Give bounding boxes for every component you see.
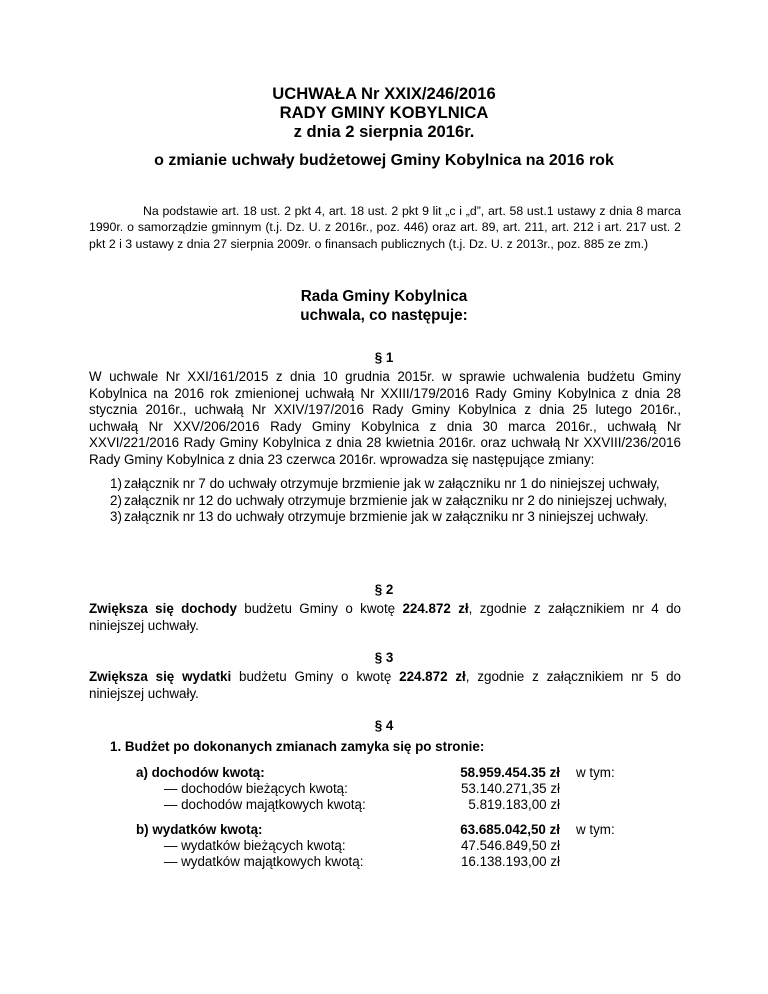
list-item	[89, 476, 681, 493]
paragraph-3-text-a: budżetu Gminy o kwotę	[231, 669, 400, 684]
legal-basis: Na podstawie art. 18 ust. 2 pkt 4, art. 18 ust. 2 pkt 9 lit „c i „d”, art. 58 ust.1 ustawy z dnia 8 marca 1990r. o samorządzie gminnym (t.j. Dz. U. z 2016r., poz. 446) oraz art. 89, art. 211, art. 212 i art. 217 ust. 2 pkt 2 i 3 ustawy z dnia 27 sierpnia 2009r. o finansach publicznych (t.j. Dz. U. z 2013r., poz. 885 ze zm.)	[89, 204, 681, 251]
expense-note: w tym:	[576, 822, 615, 837]
paragraph-2-text-a: budżetu Gminy o kwotę	[236, 601, 403, 616]
paragraph-2-lead: Zwiększa się dochody	[89, 601, 237, 616]
budget-summary-heading: 1. Budżet po dokonanych zmianach zamyka się po stronie:	[110, 739, 485, 754]
paragraph-3-text-b: , zgodnie z załącznikiem nr 5 do niniejszej uchwały.	[89, 669, 681, 701]
paragraph-3-mark: § 3	[374, 650, 394, 665]
list-item-number: 2)	[110, 492, 122, 508]
expense-capital-value: 16.138.193,00 zł	[460, 854, 560, 869]
expense-total: 63.685.042,50 zł	[460, 822, 560, 837]
expense-label: b) wydatków kwotą:	[136, 822, 263, 837]
income-label: a) dochodów kwotą:	[136, 765, 265, 780]
paragraph-3-amount: 224.872 zł	[399, 669, 466, 684]
income-capital-value: 5.819.183,00 zł	[468, 797, 560, 812]
list-item-number: 1)	[110, 476, 122, 491]
council-name: Rada Gminy Kobylnica	[300, 288, 468, 305]
paragraph-3-lead: Zwiększa się wydatki	[89, 669, 232, 684]
income-current-label: — dochodów bieżących kwotą:	[164, 781, 348, 796]
income-total: 58.959.454.35 zł	[460, 765, 560, 780]
title-line-3: z dnia 2 sierpnia 2016r.	[293, 122, 475, 141]
list-item	[89, 509, 681, 526]
paragraph-2-text	[89, 601, 681, 634]
paragraph-2-amount: 224.872 zł	[402, 601, 469, 616]
expense-current-label: — wydatków bieżących kwotą:	[164, 838, 346, 853]
list-item-text: załącznik nr 7 do uchwały otrzymuje brzmienie jak w załączniku nr 1 do niniejszej uchwały,	[124, 476, 660, 491]
list-item-number: 3)	[110, 509, 122, 525]
income-capital-label: — dochodów majątkowych kwotą:	[164, 797, 366, 812]
expense-current-value: 47.546.849,50 zł	[460, 838, 560, 853]
expense-capital-label: — wydatków majątkowych kwotą:	[164, 854, 364, 869]
amendments-list	[89, 476, 681, 526]
title-line-2: RADY GMINY KOBYLNICA	[279, 103, 489, 122]
document-subject: o zmianie uchwały budżetowej Gminy Kobylnica na 2016 rok	[154, 152, 614, 169]
paragraph-1-text: W uchwale Nr XXI/161/2015 z dnia 10 grudnia 2015r. w sprawie uchwalenia budżetu Gminy Kobylnica na 2016 rok zmienionej uchwałą Nr XXIII/179/2016 Rady Gminy Kobylnica z dnia 28 stycznia 2016r., uchwałą Nr XXIV/197/2016 Rady Gminy Kobylnica z dnia 25 lutego 2016r., uchwałą Nr XXV/206/2016 Rady Gminy Kobylnica z dnia 30 marca 2016r., uchwałą Nr XXVI/221/2016 Rady Gminy Kobylnica z dnia 28 kwietnia 2016r. oraz uchwałą Nr XXVIII/236/2016 Rady Gminy Kobylnica z dnia 23 czerwca 2016r. wprowadza się następujące zmiany:	[89, 369, 681, 467]
list-item-text: załącznik nr 13 do uchwały otrzymuje brzmienie jak w załączniku nr 3 niniejszej uchwały.	[124, 509, 649, 525]
paragraph-2-mark: § 2	[374, 582, 394, 597]
paragraph-2-text-b: , zgodnie z załącznikiem nr 4 do niniejszej uchwały.	[89, 601, 682, 633]
income-note: w tym:	[576, 765, 615, 780]
paragraph-1-mark: § 1	[374, 350, 394, 365]
list-item-text: załącznik nr 12 do uchwały otrzymuje brzmienie jak w załączniku nr 2 do niniejszej uchwały,	[124, 492, 668, 508]
paragraph-4-mark: § 4	[374, 718, 394, 733]
title-line-1: UCHWAŁA Nr XXIX/246/2016	[272, 84, 496, 103]
council-resolves: uchwala, co następuje:	[300, 307, 468, 324]
list-item	[89, 493, 681, 510]
income-current-value: 53.140.271,35 zł	[460, 781, 560, 796]
paragraph-3-text	[89, 669, 681, 702]
